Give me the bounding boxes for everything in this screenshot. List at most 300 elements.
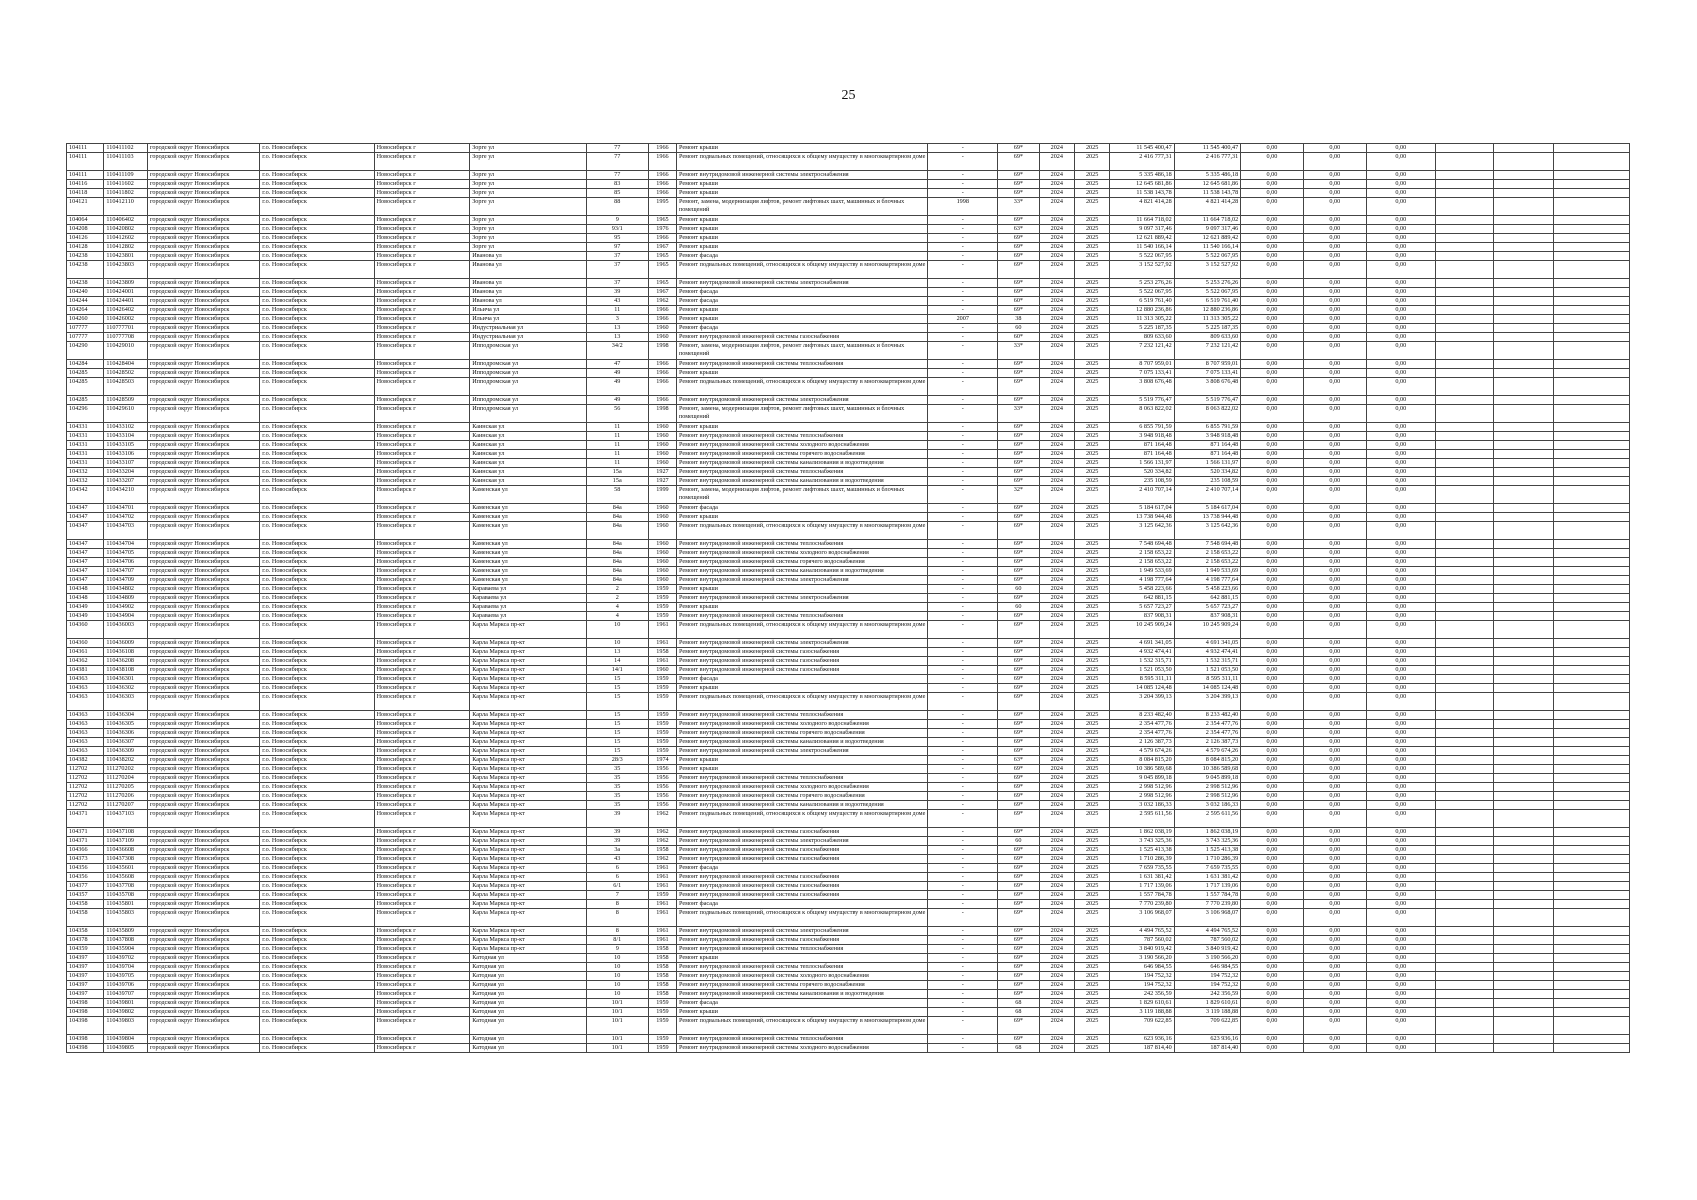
cell-extra-1 — [1435, 513, 1493, 522]
cell-extra-3 — [1553, 801, 1629, 810]
cell-budget-local: 0,00 — [1366, 864, 1435, 873]
cell-plan-year-end: 2025 — [1074, 423, 1109, 432]
cell-locality: Новосибирск г — [374, 441, 470, 450]
cell-extra-3 — [1553, 927, 1629, 936]
cell-plan-year-start: 2024 — [1039, 459, 1074, 468]
cell-budget-regional: 0,00 — [1303, 288, 1366, 297]
cell-plan-year-start: 2024 — [1039, 756, 1074, 765]
cell-locality: Новосибирск г — [374, 882, 470, 891]
cell-plan-year-end: 2025 — [1074, 198, 1109, 216]
cell-work-id: 110434809 — [104, 594, 148, 603]
cell-extra-1 — [1435, 765, 1493, 774]
cell-total-cost: 3 204 399,13 — [1110, 693, 1174, 711]
cell-wear-percent: 69* — [998, 369, 1040, 378]
cell-street: Карла Маркса пр-кт — [470, 693, 586, 711]
cell-last-repair-year: - — [928, 324, 998, 333]
table-row — [67, 612, 1630, 621]
cell-extra-1 — [1435, 423, 1493, 432]
cell-locality: Новосибирск г — [374, 378, 470, 396]
table-row — [67, 990, 1630, 999]
cell-work-id: 110423809 — [104, 279, 148, 288]
cell-wear-percent: 33* — [998, 342, 1040, 360]
cell-street: Карла Маркса пр-кт — [470, 864, 586, 873]
cell-plan-year-start: 2024 — [1039, 999, 1074, 1008]
cell-extra-1 — [1435, 954, 1493, 963]
cell-wear-percent: 60 — [998, 324, 1040, 333]
cell-last-repair-year: - — [928, 639, 998, 648]
cell-budget-federal: 0,00 — [1241, 594, 1303, 603]
cell-urban-district: г.о. Новосибирск — [260, 378, 374, 396]
cell-budget-regional: 0,00 — [1303, 252, 1366, 261]
cell-plan-year-end: 2025 — [1074, 999, 1109, 1008]
cell-extra-1 — [1435, 873, 1493, 882]
cell-budget-federal: 0,00 — [1241, 846, 1303, 855]
cell-last-repair-year: - — [928, 243, 998, 252]
cell-wear-percent: 69* — [998, 252, 1040, 261]
cell-budget-regional: 0,00 — [1303, 576, 1366, 585]
cell-fund-cost: 194 752,32 — [1174, 972, 1241, 981]
cell-plan-year-start: 2024 — [1039, 936, 1074, 945]
cell-house-number: 49 — [586, 369, 648, 378]
cell-extra-3 — [1553, 441, 1629, 450]
cell-plan-year-start: 2024 — [1039, 342, 1074, 360]
cell-house-id: 104359 — [67, 945, 104, 954]
cell-work-type: Ремонт внутридомовой инженерной системы газоснабжения — [676, 936, 927, 945]
cell-house-id: 104347 — [67, 549, 104, 558]
cell-extra-3 — [1553, 639, 1629, 648]
cell-fund-cost: 1 949 533,69 — [1174, 567, 1241, 576]
cell-wear-percent: 69* — [998, 1017, 1040, 1035]
cell-municipality: городской округ Новосибирск — [148, 432, 260, 441]
cell-work-type: Ремонт подвальных помещений, относящихся к общему имуществу в многоквартирном доме — [676, 693, 927, 711]
cell-last-repair-year: - — [928, 801, 998, 810]
cell-work-type: Ремонт, замена, модернизация лифтов, ремонт лифтовых шахт, машинных и блочных помещений — [676, 342, 927, 360]
cell-urban-district: г.о. Новосибирск — [260, 549, 374, 558]
table-row — [67, 1017, 1630, 1035]
cell-extra-3 — [1553, 594, 1629, 603]
cell-street: Катодная ул — [470, 1017, 586, 1035]
cell-locality: Новосибирск г — [374, 288, 470, 297]
cell-street: Каинская ул — [470, 468, 586, 477]
cell-street: Ипподромская ул — [470, 396, 586, 405]
cell-urban-district: г.о. Новосибирск — [260, 333, 374, 342]
cell-extra-2 — [1493, 198, 1553, 216]
cell-budget-local: 0,00 — [1366, 171, 1435, 180]
cell-budget-local: 0,00 — [1366, 549, 1435, 558]
cell-budget-local: 0,00 — [1366, 648, 1435, 657]
cell-plan-year-end: 2025 — [1074, 657, 1109, 666]
cell-wear-percent: 69* — [998, 576, 1040, 585]
cell-extra-1 — [1435, 216, 1493, 225]
cell-budget-regional: 0,00 — [1303, 891, 1366, 900]
cell-budget-regional: 0,00 — [1303, 450, 1366, 459]
cell-plan-year-end: 2025 — [1074, 963, 1109, 972]
cell-fund-cost: 1 525 413,38 — [1174, 846, 1241, 855]
cell-total-cost: 520 334,82 — [1110, 468, 1174, 477]
cell-budget-local: 0,00 — [1366, 990, 1435, 999]
cell-budget-local: 0,00 — [1366, 198, 1435, 216]
cell-extra-2 — [1493, 225, 1553, 234]
cell-build-year: 1960 — [648, 504, 676, 513]
cell-extra-2 — [1493, 927, 1553, 936]
table-row — [67, 297, 1630, 306]
cell-budget-local: 0,00 — [1366, 378, 1435, 396]
cell-urban-district: г.о. Новосибирск — [260, 738, 374, 747]
cell-house-number: 4 — [586, 603, 648, 612]
cell-extra-3 — [1553, 666, 1629, 675]
cell-build-year: 1956 — [648, 792, 676, 801]
cell-work-id: 110412802 — [104, 243, 148, 252]
cell-work-id: 110423803 — [104, 261, 148, 279]
cell-budget-local: 0,00 — [1366, 504, 1435, 513]
cell-work-id: 110411109 — [104, 171, 148, 180]
cell-fund-cost: 11 664 718,02 — [1174, 216, 1241, 225]
table-row — [67, 720, 1630, 729]
cell-budget-federal: 0,00 — [1241, 504, 1303, 513]
cell-locality: Новосибирск г — [374, 891, 470, 900]
cell-budget-local: 0,00 — [1366, 774, 1435, 783]
cell-last-repair-year: - — [928, 342, 998, 360]
cell-municipality: городской округ Новосибирск — [148, 828, 260, 837]
cell-extra-1 — [1435, 900, 1493, 909]
cell-plan-year-start: 2024 — [1039, 684, 1074, 693]
cell-plan-year-start: 2024 — [1039, 1008, 1074, 1017]
cell-budget-local: 0,00 — [1366, 144, 1435, 153]
cell-budget-local: 0,00 — [1366, 423, 1435, 432]
cell-extra-3 — [1553, 783, 1629, 792]
cell-budget-federal: 0,00 — [1241, 234, 1303, 243]
cell-work-id: 110435803 — [104, 909, 148, 927]
cell-budget-regional: 0,00 — [1303, 540, 1366, 549]
cell-budget-regional: 0,00 — [1303, 432, 1366, 441]
cell-extra-2 — [1493, 810, 1553, 828]
cell-fund-cost: 1 717 139,06 — [1174, 882, 1241, 891]
cell-budget-federal: 0,00 — [1241, 180, 1303, 189]
cell-last-repair-year: - — [928, 909, 998, 927]
cell-last-repair-year: - — [928, 153, 998, 171]
cell-street: Караваева ул — [470, 594, 586, 603]
table-row — [67, 216, 1630, 225]
cell-house-id: 104290 — [67, 342, 104, 360]
cell-plan-year-end: 2025 — [1074, 216, 1109, 225]
cell-build-year: 1962 — [648, 810, 676, 828]
cell-house-id: 104260 — [67, 315, 104, 324]
cell-municipality: городской округ Новосибирск — [148, 396, 260, 405]
cell-last-repair-year: - — [928, 450, 998, 459]
cell-fund-cost: 187 814,40 — [1174, 1044, 1241, 1053]
cell-budget-federal: 0,00 — [1241, 891, 1303, 900]
cell-work-id: 110434902 — [104, 603, 148, 612]
cell-urban-district: г.о. Новосибирск — [260, 981, 374, 990]
cell-extra-1 — [1435, 558, 1493, 567]
cell-build-year: 1999 — [648, 486, 676, 504]
cell-plan-year-end: 2025 — [1074, 882, 1109, 891]
cell-house-id: 104397 — [67, 972, 104, 981]
cell-last-repair-year: - — [928, 999, 998, 1008]
table-row — [67, 855, 1630, 864]
cell-locality: Новосибирск г — [374, 171, 470, 180]
table-row — [67, 639, 1630, 648]
cell-work-id: 110436305 — [104, 720, 148, 729]
cell-work-type: Ремонт крыши — [676, 180, 927, 189]
cell-wear-percent: 69* — [998, 783, 1040, 792]
cell-work-id: 110433106 — [104, 450, 148, 459]
cell-plan-year-end: 2025 — [1074, 450, 1109, 459]
cell-budget-federal: 0,00 — [1241, 954, 1303, 963]
cell-locality: Новосибирск г — [374, 900, 470, 909]
cell-house-id: 104373 — [67, 855, 104, 864]
cell-extra-2 — [1493, 396, 1553, 405]
cell-budget-federal: 0,00 — [1241, 657, 1303, 666]
cell-house-number: 37 — [586, 252, 648, 261]
cell-wear-percent: 69* — [998, 936, 1040, 945]
cell-extra-2 — [1493, 144, 1553, 153]
cell-house-number: 11 — [586, 423, 648, 432]
cell-work-id: 110433104 — [104, 432, 148, 441]
table-row — [67, 747, 1630, 756]
cell-extra-3 — [1553, 999, 1629, 1008]
cell-locality: Новосибирск г — [374, 846, 470, 855]
cell-extra-1 — [1435, 576, 1493, 585]
cell-total-cost: 787 560,02 — [1110, 936, 1174, 945]
cell-budget-local: 0,00 — [1366, 828, 1435, 837]
cell-build-year: 1959 — [648, 1008, 676, 1017]
cell-last-repair-year: - — [928, 927, 998, 936]
cell-extra-3 — [1553, 990, 1629, 999]
cell-fund-cost: 10 386 589,68 — [1174, 765, 1241, 774]
cell-extra-2 — [1493, 945, 1553, 954]
cell-extra-1 — [1435, 999, 1493, 1008]
cell-extra-3 — [1553, 315, 1629, 324]
cell-work-type: Ремонт крыши — [676, 756, 927, 765]
cell-budget-regional: 0,00 — [1303, 315, 1366, 324]
cell-street: Катодная ул — [470, 1008, 586, 1017]
cell-locality: Новосибирск г — [374, 927, 470, 936]
cell-municipality: городской округ Новосибирск — [148, 1044, 260, 1053]
cell-street: Карла Маркса пр-кт — [470, 747, 586, 756]
cell-work-id: 110434705 — [104, 549, 148, 558]
cell-locality: Новосибирск г — [374, 810, 470, 828]
cell-municipality: городской округ Новосибирск — [148, 504, 260, 513]
cell-fund-cost: 3 032 186,33 — [1174, 801, 1241, 810]
cell-last-repair-year: - — [928, 216, 998, 225]
cell-urban-district: г.о. Новосибирск — [260, 306, 374, 315]
table-row — [67, 765, 1630, 774]
cell-municipality: городской округ Новосибирск — [148, 297, 260, 306]
cell-locality: Новосибирск г — [374, 144, 470, 153]
cell-house-number: 10/1 — [586, 1017, 648, 1035]
cell-plan-year-start: 2024 — [1039, 900, 1074, 909]
cell-wear-percent: 69* — [998, 513, 1040, 522]
cell-fund-cost: 871 164,48 — [1174, 450, 1241, 459]
cell-plan-year-end: 2025 — [1074, 900, 1109, 909]
cell-extra-1 — [1435, 243, 1493, 252]
cell-last-repair-year: - — [928, 792, 998, 801]
cell-house-id: 104398 — [67, 1044, 104, 1053]
cell-build-year: 1966 — [648, 360, 676, 369]
cell-extra-3 — [1553, 306, 1629, 315]
table-row — [67, 891, 1630, 900]
cell-municipality: городской округ Новосибирск — [148, 774, 260, 783]
cell-last-repair-year: - — [928, 261, 998, 279]
cell-house-id: 104371 — [67, 810, 104, 828]
cell-municipality: городской округ Новосибирск — [148, 927, 260, 936]
cell-urban-district: г.о. Новосибирск — [260, 180, 374, 189]
cell-budget-local: 0,00 — [1366, 342, 1435, 360]
cell-plan-year-end: 2025 — [1074, 405, 1109, 423]
table-row — [67, 999, 1630, 1008]
cell-extra-1 — [1435, 459, 1493, 468]
cell-last-repair-year: - — [928, 882, 998, 891]
cell-street: Карла Маркса пр-кт — [470, 621, 586, 639]
repair-plan-table-container — [66, 143, 1630, 1053]
cell-last-repair-year: 1998 — [928, 198, 998, 216]
cell-plan-year-end: 2025 — [1074, 549, 1109, 558]
cell-house-id: 104331 — [67, 423, 104, 432]
cell-work-type: Ремонт крыши — [676, 369, 927, 378]
cell-house-number: 13 — [586, 648, 648, 657]
cell-fund-cost: 2 126 387,73 — [1174, 738, 1241, 747]
cell-street: Карла Маркса пр-кт — [470, 648, 586, 657]
cell-urban-district: г.о. Новосибирск — [260, 585, 374, 594]
cell-budget-federal: 0,00 — [1241, 306, 1303, 315]
cell-last-repair-year: - — [928, 720, 998, 729]
cell-locality: Новосибирск г — [374, 558, 470, 567]
cell-plan-year-start: 2024 — [1039, 738, 1074, 747]
cell-budget-local: 0,00 — [1366, 405, 1435, 423]
cell-extra-3 — [1553, 180, 1629, 189]
cell-plan-year-end: 2025 — [1074, 567, 1109, 576]
cell-wear-percent: 69* — [998, 468, 1040, 477]
table-row — [67, 468, 1630, 477]
cell-last-repair-year: - — [928, 738, 998, 747]
cell-budget-federal: 0,00 — [1241, 621, 1303, 639]
cell-fund-cost: 1 710 286,39 — [1174, 855, 1241, 864]
cell-extra-2 — [1493, 567, 1553, 576]
cell-wear-percent: 69* — [998, 306, 1040, 315]
cell-wear-percent: 63* — [998, 756, 1040, 765]
cell-extra-2 — [1493, 324, 1553, 333]
cell-municipality: городской округ Новосибирск — [148, 945, 260, 954]
cell-budget-local: 0,00 — [1366, 846, 1435, 855]
cell-budget-local: 0,00 — [1366, 396, 1435, 405]
cell-build-year: 1959 — [648, 729, 676, 738]
table-body — [67, 144, 1630, 1053]
cell-house-id: 104238 — [67, 279, 104, 288]
table-row — [67, 828, 1630, 837]
cell-budget-regional: 0,00 — [1303, 936, 1366, 945]
cell-house-id: 104398 — [67, 1008, 104, 1017]
cell-total-cost: 7 548 694,48 — [1110, 540, 1174, 549]
cell-municipality: городской округ Новосибирск — [148, 846, 260, 855]
cell-municipality: городской округ Новосибирск — [148, 1035, 260, 1044]
table-row — [67, 963, 1630, 972]
cell-fund-cost: 8 595 311,11 — [1174, 675, 1241, 684]
cell-extra-3 — [1553, 585, 1629, 594]
cell-extra-2 — [1493, 639, 1553, 648]
table-row — [67, 882, 1630, 891]
cell-plan-year-end: 2025 — [1074, 765, 1109, 774]
cell-wear-percent: 69* — [998, 891, 1040, 900]
cell-locality: Новосибирск г — [374, 747, 470, 756]
cell-extra-3 — [1553, 936, 1629, 945]
cell-house-id: 104382 — [67, 756, 104, 765]
cell-extra-2 — [1493, 972, 1553, 981]
cell-extra-3 — [1553, 234, 1629, 243]
cell-fund-cost: 12 621 889,42 — [1174, 234, 1241, 243]
cell-locality: Новосибирск г — [374, 297, 470, 306]
cell-work-id: 110433207 — [104, 477, 148, 486]
cell-house-id: 104347 — [67, 522, 104, 540]
cell-plan-year-start: 2024 — [1039, 432, 1074, 441]
cell-street: Карла Маркса пр-кт — [470, 729, 586, 738]
cell-extra-1 — [1435, 288, 1493, 297]
cell-street: Каменская ул — [470, 576, 586, 585]
cell-street: Каинская ул — [470, 423, 586, 432]
cell-urban-district: г.о. Новосибирск — [260, 558, 374, 567]
cell-fund-cost: 2 158 653,22 — [1174, 549, 1241, 558]
cell-fund-cost: 3 743 325,36 — [1174, 837, 1241, 846]
cell-extra-2 — [1493, 297, 1553, 306]
cell-budget-federal: 0,00 — [1241, 252, 1303, 261]
cell-build-year: 1959 — [648, 891, 676, 900]
cell-build-year: 1967 — [648, 243, 676, 252]
cell-locality: Новосибирск г — [374, 666, 470, 675]
cell-budget-federal: 0,00 — [1241, 837, 1303, 846]
cell-municipality: городской округ Новосибирск — [148, 738, 260, 747]
cell-urban-district: г.о. Новосибирск — [260, 513, 374, 522]
cell-street: Ильича ул — [470, 315, 586, 324]
cell-work-type: Ремонт внутридомовой инженерной системы канализования и водоотведения — [676, 738, 927, 747]
cell-municipality: городской округ Новосибирск — [148, 252, 260, 261]
cell-fund-cost: 10 245 909,24 — [1174, 621, 1241, 639]
cell-extra-1 — [1435, 432, 1493, 441]
cell-work-id: 110435608 — [104, 873, 148, 882]
cell-street: Каменская ул — [470, 558, 586, 567]
cell-work-id: 111270205 — [104, 783, 148, 792]
cell-total-cost: 8 233 482,40 — [1110, 711, 1174, 720]
cell-total-cost: 4 932 474,41 — [1110, 648, 1174, 657]
cell-budget-local: 0,00 — [1366, 639, 1435, 648]
cell-house-id: 104397 — [67, 990, 104, 999]
cell-fund-cost: 7 075 133,41 — [1174, 369, 1241, 378]
cell-budget-federal: 0,00 — [1241, 765, 1303, 774]
cell-fund-cost: 11 545 400,47 — [1174, 144, 1241, 153]
cell-extra-2 — [1493, 369, 1553, 378]
cell-total-cost: 3 106 968,07 — [1110, 909, 1174, 927]
cell-extra-3 — [1553, 153, 1629, 171]
cell-street: Карла Маркса пр-кт — [470, 774, 586, 783]
cell-house-number: 28/3 — [586, 756, 648, 765]
cell-wear-percent: 69* — [998, 675, 1040, 684]
cell-work-type: Ремонт внутридомовой инженерной системы электроснабжения — [676, 927, 927, 936]
cell-extra-1 — [1435, 189, 1493, 198]
cell-extra-2 — [1493, 801, 1553, 810]
cell-municipality: городской округ Новосибирск — [148, 558, 260, 567]
table-row — [67, 792, 1630, 801]
cell-wear-percent: 69* — [998, 765, 1040, 774]
cell-house-id: 104111 — [67, 153, 104, 171]
cell-last-repair-year: - — [928, 504, 998, 513]
cell-fund-cost: 2 595 611,56 — [1174, 810, 1241, 828]
cell-budget-regional: 0,00 — [1303, 693, 1366, 711]
cell-plan-year-start: 2024 — [1039, 369, 1074, 378]
cell-house-id: 104111 — [67, 144, 104, 153]
cell-extra-2 — [1493, 837, 1553, 846]
cell-extra-1 — [1435, 963, 1493, 972]
cell-locality: Новосибирск г — [374, 405, 470, 423]
cell-house-number: 84а — [586, 513, 648, 522]
